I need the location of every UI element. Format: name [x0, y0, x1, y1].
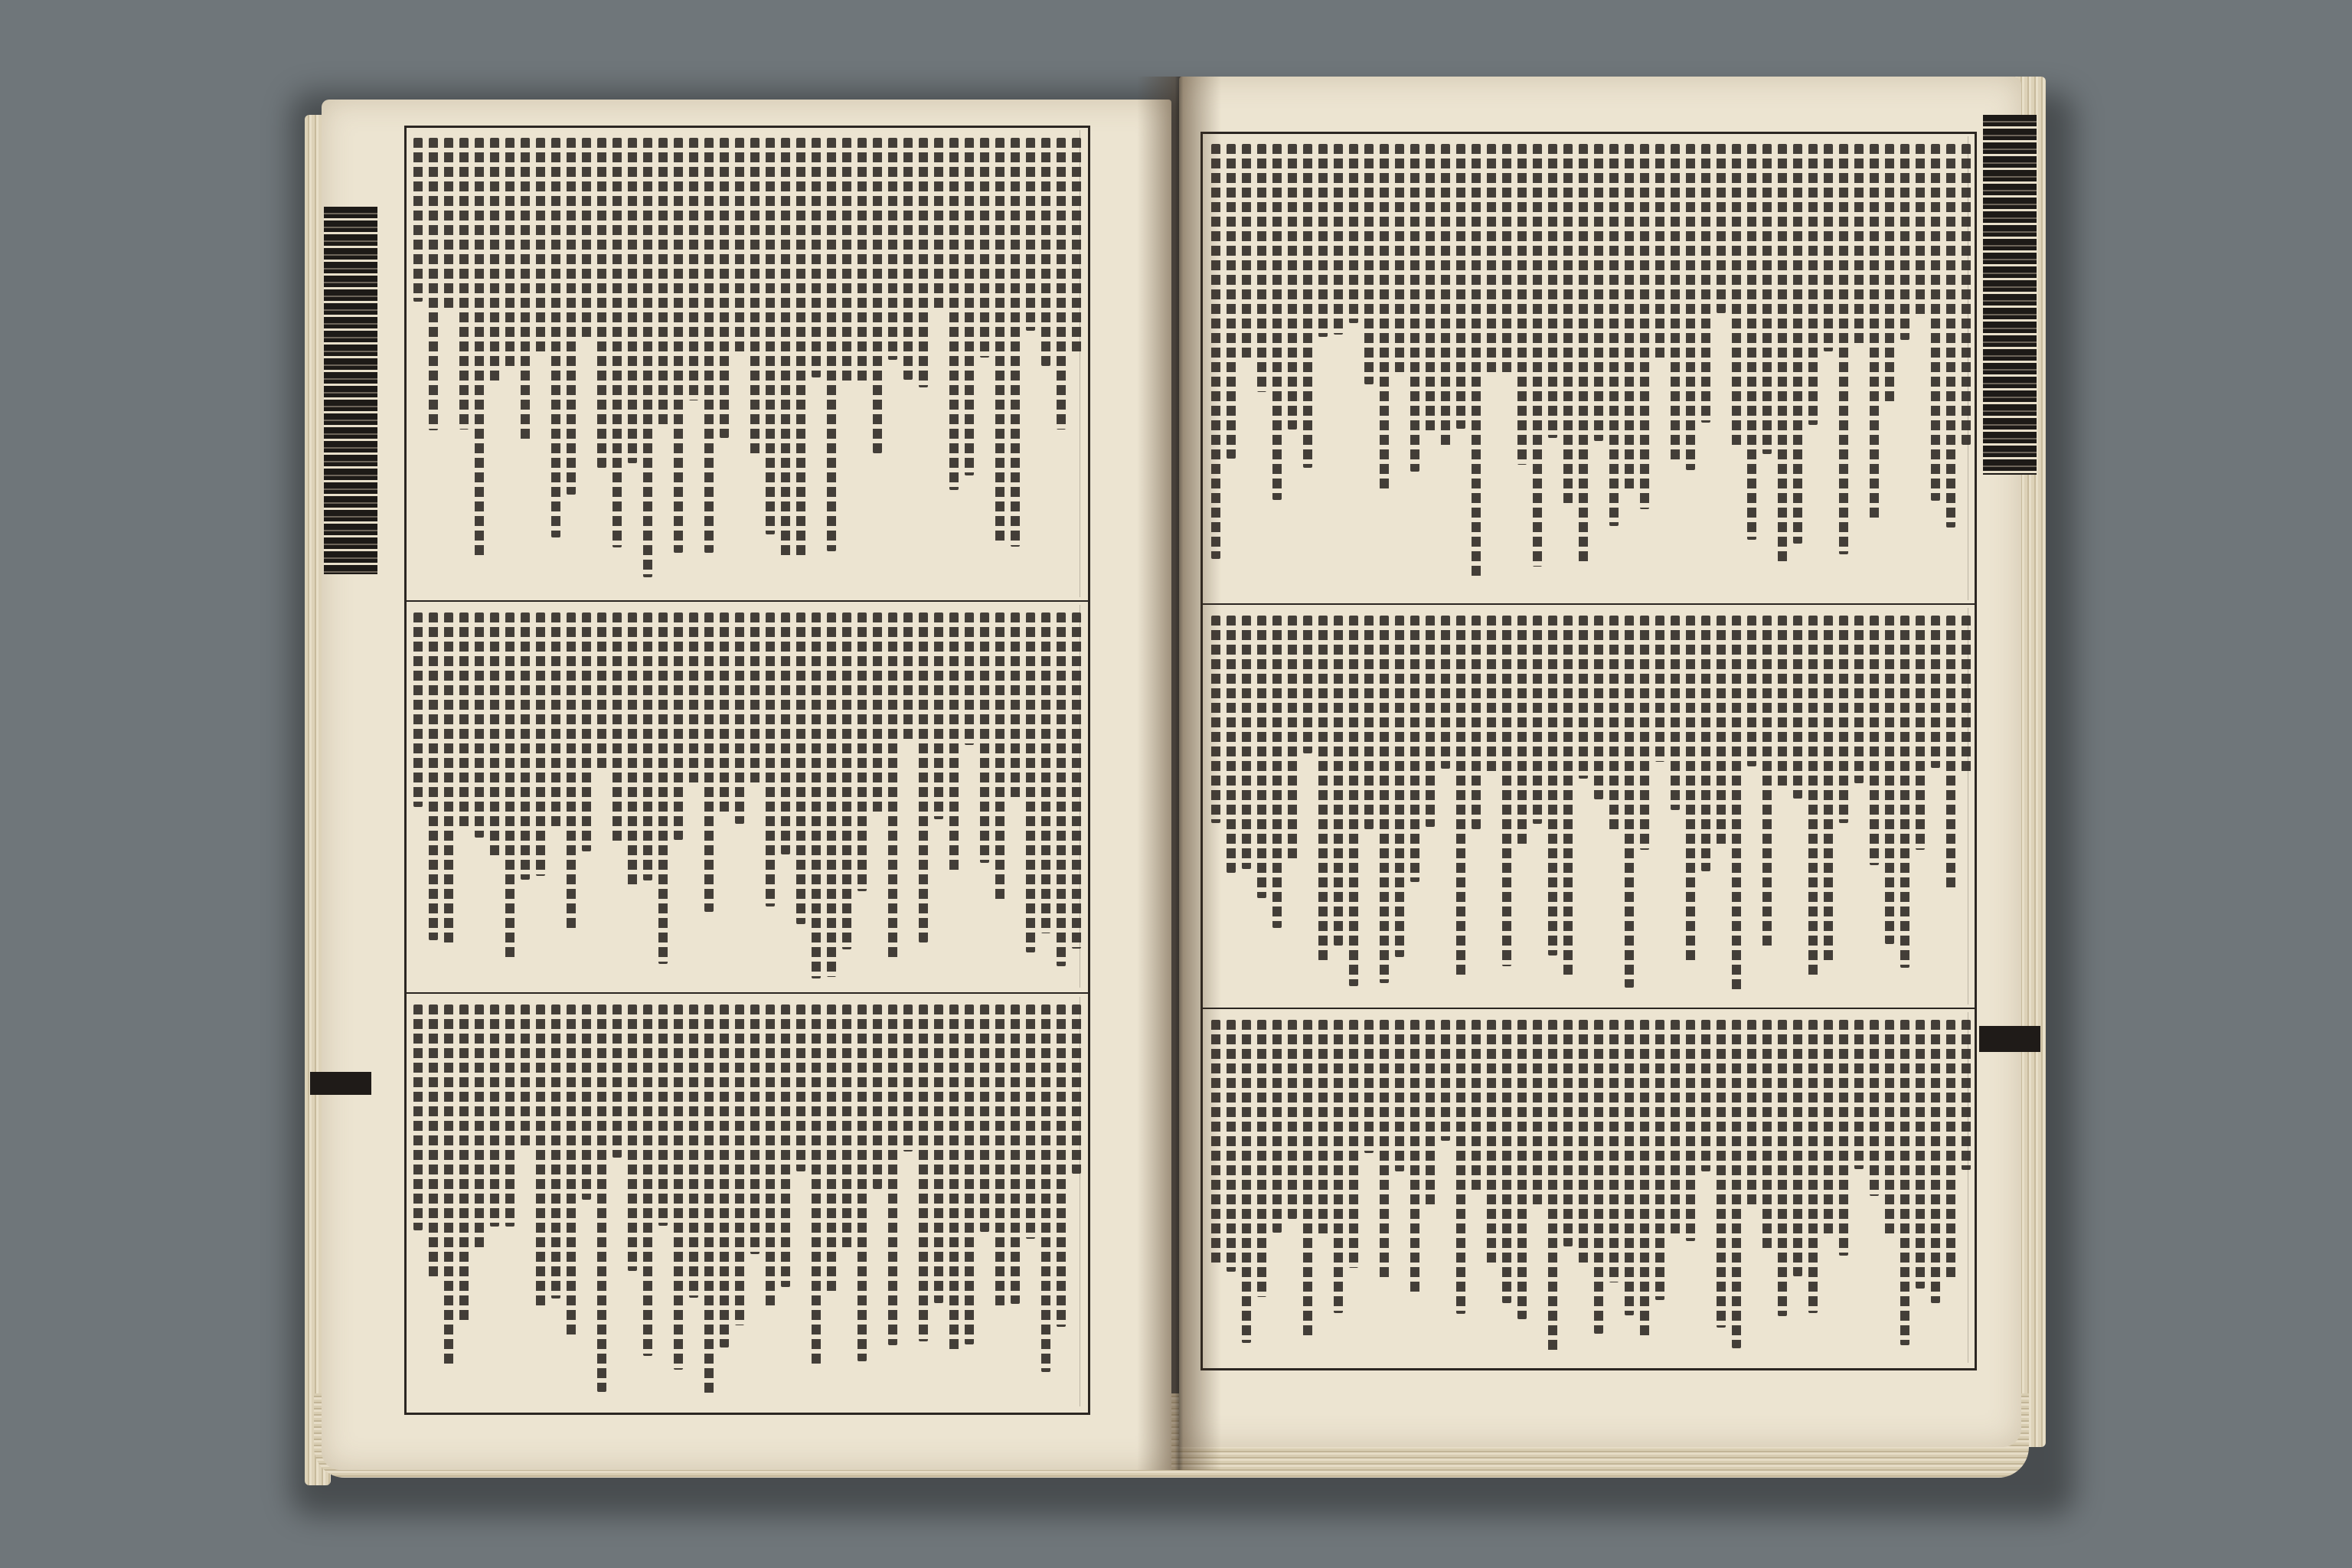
- text-column: [827, 138, 836, 551]
- text-column: [1885, 616, 1894, 944]
- text-column: [995, 612, 1004, 903]
- text-column: [1548, 144, 1557, 438]
- text-column: [980, 1004, 989, 1232]
- text-column: [1900, 1020, 1909, 1345]
- text-column: [505, 1004, 514, 1227]
- text-column: [1318, 144, 1328, 337]
- text-column: [1808, 144, 1818, 425]
- text-column: [1242, 1020, 1251, 1343]
- text-column: [1456, 616, 1465, 976]
- text-column: [1824, 1020, 1833, 1235]
- text-column: [475, 1004, 484, 1248]
- text-column: [1900, 144, 1909, 340]
- text-column: [1839, 1020, 1848, 1256]
- text-column: [1011, 1004, 1020, 1304]
- text-column: [1885, 1020, 1894, 1234]
- text-column: [1793, 616, 1802, 799]
- text-column: [1701, 144, 1710, 423]
- text-column: [1272, 1020, 1282, 1233]
- text-column: [1778, 616, 1787, 790]
- text-column: [689, 1004, 698, 1298]
- text-column: [1931, 1020, 1940, 1303]
- text-column: [1349, 144, 1358, 323]
- text-column: [1625, 616, 1634, 988]
- text-column: [1563, 144, 1573, 504]
- text-column: [1380, 144, 1389, 489]
- text-column: [1594, 1020, 1603, 1334]
- text-column: [1793, 1020, 1802, 1276]
- text-column: [1011, 138, 1020, 547]
- text-column: [1227, 144, 1236, 459]
- text-column: [536, 612, 545, 876]
- text-column: [1778, 1020, 1787, 1316]
- text-column: [1747, 616, 1756, 766]
- left-page: [322, 100, 1171, 1470]
- text-column: [1441, 144, 1450, 446]
- text-column: [1257, 616, 1266, 898]
- text-column: [1762, 1020, 1772, 1251]
- text-column: [1410, 1020, 1419, 1295]
- text-column: [1762, 616, 1772, 949]
- text-column: [750, 612, 760, 786]
- text-column: [980, 138, 989, 358]
- text-column: [521, 138, 530, 442]
- text-column: [1701, 616, 1710, 871]
- text-column: [888, 1004, 897, 1345]
- text-column: [567, 138, 576, 495]
- text-column: [521, 1004, 530, 1148]
- text-column: [1487, 144, 1496, 373]
- text-column: [1026, 612, 1035, 952]
- text-column: [842, 1004, 851, 1252]
- text-column: [1227, 1020, 1236, 1272]
- text-column: [413, 138, 423, 302]
- text-column: [1057, 612, 1066, 966]
- text-column: [1380, 616, 1389, 983]
- text-column: [1931, 144, 1940, 501]
- text-column: [796, 612, 805, 924]
- book-gutter: [1137, 77, 1221, 1470]
- text-column: [888, 612, 897, 961]
- text-column: [429, 138, 438, 430]
- text-column: [1931, 616, 1940, 768]
- text-column: [490, 1004, 499, 1227]
- text-column: [612, 612, 622, 844]
- text-column: [1395, 1020, 1404, 1171]
- text-column: [735, 612, 744, 824]
- text-column: [551, 1004, 560, 1298]
- text-column: [1472, 144, 1481, 579]
- text-column: [1946, 144, 1955, 528]
- text-column: [643, 1004, 652, 1356]
- text-column: [536, 138, 545, 354]
- text-column: [1441, 616, 1450, 769]
- text-column: [796, 1004, 805, 1171]
- text-column: [766, 612, 775, 906]
- text-column: [1318, 616, 1328, 961]
- text-column: [1962, 1020, 1971, 1170]
- text-column: [919, 1004, 928, 1341]
- text-column: [903, 1004, 913, 1152]
- text-column: [735, 138, 744, 354]
- text-column: [582, 138, 591, 340]
- text-column: [612, 138, 622, 547]
- text-column: [812, 612, 821, 978]
- text-column: [1640, 1020, 1649, 1339]
- text-column: [842, 612, 851, 949]
- left-fishtail-edge-marks: [324, 207, 377, 574]
- text-column: [1456, 1020, 1465, 1314]
- text-column: [1533, 1020, 1542, 1205]
- text-column: [1288, 1020, 1297, 1219]
- text-column: [1395, 616, 1404, 957]
- text-column: [842, 138, 851, 385]
- text-column: [1686, 616, 1695, 962]
- text-column: [628, 1004, 637, 1271]
- text-column: [1916, 1020, 1925, 1289]
- text-column: [949, 1004, 959, 1354]
- text-column: [720, 1004, 729, 1348]
- text-column: [873, 1004, 882, 1189]
- text-column: [1655, 1020, 1664, 1300]
- text-column: [1962, 144, 1971, 445]
- text-column: [1487, 1020, 1496, 1267]
- text-column: [1364, 616, 1374, 829]
- text-column: [1686, 1020, 1695, 1241]
- text-column: [1962, 616, 1971, 773]
- text-column: [1747, 144, 1756, 540]
- text-column: [1410, 144, 1419, 472]
- text-column: [873, 138, 882, 453]
- text-column: [536, 1004, 545, 1306]
- text-column: [413, 612, 423, 807]
- text-column: [919, 612, 928, 942]
- text-column: [1916, 144, 1925, 317]
- text-column: [1808, 1020, 1818, 1313]
- text-column: [459, 1004, 469, 1325]
- text-column: [444, 1004, 453, 1367]
- text-column: [1839, 144, 1848, 554]
- text-column: [1426, 144, 1435, 433]
- text-column: [1579, 616, 1588, 779]
- text-column: [444, 612, 453, 943]
- text-column: [1026, 138, 1035, 331]
- text-column: [1303, 144, 1312, 468]
- text-column: [827, 1004, 836, 1292]
- right-page-number-mark: [1979, 1026, 2040, 1052]
- text-column: [1870, 1020, 1879, 1196]
- text-column: [1533, 616, 1542, 824]
- text-column: [1257, 1020, 1266, 1297]
- left-section-rule-1: [404, 600, 1088, 602]
- text-column: [1272, 616, 1282, 928]
- text-column: [1732, 1020, 1741, 1348]
- text-column: [781, 612, 790, 854]
- right-page: [1179, 77, 2021, 1447]
- text-column: [873, 612, 882, 814]
- text-column: [1349, 1020, 1358, 1268]
- text-column: [689, 612, 698, 786]
- left-section-rule-2: [404, 992, 1088, 994]
- text-column: [1272, 144, 1282, 500]
- text-column: [1640, 616, 1649, 850]
- text-column: [858, 138, 867, 384]
- text-column: [858, 612, 867, 891]
- text-column: [1824, 616, 1833, 962]
- text-column: [704, 138, 714, 553]
- text-column: [1011, 612, 1020, 799]
- text-column: [1609, 616, 1619, 831]
- text-column: [812, 1004, 821, 1364]
- text-column: [597, 612, 606, 769]
- text-column: [521, 612, 530, 880]
- text-column: [1257, 144, 1266, 392]
- text-column: [658, 1004, 668, 1226]
- text-column: [766, 138, 775, 534]
- text-column: [1854, 144, 1864, 346]
- text-column: [1548, 616, 1557, 956]
- text-column: [781, 1004, 790, 1287]
- left-page-number-mark: [310, 1072, 371, 1095]
- text-column: [505, 612, 514, 962]
- text-column: [1502, 616, 1511, 966]
- text-column: [1517, 144, 1527, 465]
- text-column: [1472, 1020, 1481, 1191]
- text-column: [1472, 616, 1481, 829]
- text-column: [1579, 144, 1588, 565]
- text-column: [1885, 144, 1894, 402]
- text-column: [1732, 144, 1741, 448]
- text-column: [1778, 144, 1787, 562]
- text-column: [1456, 144, 1465, 429]
- text-column: [1288, 144, 1297, 430]
- text-column: [1563, 1020, 1573, 1246]
- text-column: [643, 612, 652, 880]
- text-column: [1625, 144, 1634, 490]
- text-column: [1594, 144, 1603, 441]
- text-column: [949, 138, 959, 490]
- text-column: [1395, 144, 1404, 373]
- text-column: [812, 138, 821, 377]
- text-column: [1364, 144, 1374, 384]
- text-column: [1717, 144, 1726, 313]
- text-column: [965, 612, 974, 745]
- text-column: [827, 612, 836, 977]
- text-column: [1824, 144, 1833, 351]
- text-column: [475, 138, 484, 559]
- text-column: [1747, 1020, 1756, 1207]
- text-column: [505, 138, 514, 370]
- text-column: [704, 1004, 714, 1393]
- text-column: [796, 138, 805, 556]
- text-column: [1870, 616, 1879, 865]
- text-column: [582, 1004, 591, 1200]
- text-column: [903, 138, 913, 380]
- text-column: [704, 612, 714, 912]
- text-column: [949, 612, 959, 874]
- text-column: [551, 612, 560, 828]
- text-column: [1671, 1020, 1680, 1234]
- text-column: [1041, 612, 1050, 933]
- text-column: [567, 1004, 576, 1338]
- text-column: [1533, 144, 1542, 567]
- text-column: [597, 1004, 606, 1392]
- text-column: [1318, 1020, 1328, 1236]
- text-column: [934, 612, 943, 819]
- text-column: [1041, 1004, 1050, 1372]
- text-column: [781, 138, 790, 559]
- text-column: [1517, 616, 1527, 844]
- text-column: [1671, 616, 1680, 810]
- text-column: [1701, 1020, 1710, 1171]
- text-column: [1686, 144, 1695, 470]
- text-column: [720, 138, 729, 438]
- text-column: [1517, 1020, 1527, 1319]
- text-column: [1640, 144, 1649, 509]
- text-column: [1487, 616, 1496, 773]
- text-column: [1288, 616, 1297, 860]
- text-column: [658, 138, 668, 428]
- text-column: [1502, 1020, 1511, 1303]
- text-column: [965, 138, 974, 475]
- text-column: [919, 138, 928, 387]
- text-column: [567, 612, 576, 929]
- text-column: [1609, 144, 1619, 526]
- text-column: [1334, 1020, 1343, 1313]
- text-column: [750, 1004, 760, 1254]
- text-column: [720, 612, 729, 814]
- text-column: [980, 612, 989, 863]
- text-column: [1854, 616, 1864, 783]
- text-column: [934, 1004, 943, 1303]
- text-column: [1900, 616, 1909, 968]
- text-column: [750, 138, 760, 457]
- text-column: [1334, 616, 1343, 946]
- text-column: [888, 138, 897, 360]
- text-column: [1717, 616, 1726, 845]
- text-column: [1026, 1004, 1035, 1239]
- text-column: [1349, 616, 1358, 986]
- text-column: [582, 612, 591, 851]
- text-column: [597, 138, 606, 468]
- text-column: [658, 612, 668, 964]
- text-column: [1609, 1020, 1619, 1282]
- text-column: [1854, 1020, 1864, 1169]
- text-column: [766, 1004, 775, 1310]
- text-column: [1946, 1020, 1955, 1279]
- text-column: [1303, 1020, 1312, 1340]
- text-column: [490, 138, 499, 385]
- text-column: [1563, 616, 1573, 975]
- right-section-rule-2: [1200, 1008, 1975, 1009]
- text-column: [612, 1004, 622, 1158]
- right-section-rule-1: [1200, 603, 1975, 605]
- text-column: [1870, 144, 1879, 521]
- text-column: [444, 138, 453, 309]
- text-column: [459, 612, 469, 828]
- text-column: [1364, 1020, 1374, 1153]
- text-column: [674, 138, 683, 553]
- text-column: [1242, 144, 1251, 362]
- text-column: [643, 138, 652, 577]
- text-column: [1594, 616, 1603, 799]
- text-column: [490, 612, 499, 860]
- text-column: [995, 138, 1004, 543]
- text-column: [1426, 616, 1435, 827]
- text-column: [1441, 1020, 1450, 1141]
- right-fishtail-edge-marks: [1983, 115, 2037, 475]
- text-column: [1227, 616, 1236, 873]
- text-column: [674, 612, 683, 840]
- text-column: [1502, 144, 1511, 377]
- text-column: [965, 1004, 974, 1344]
- text-column: [1732, 616, 1741, 990]
- text-column: [674, 1004, 683, 1370]
- text-column: [551, 138, 560, 537]
- text-column: [1808, 616, 1818, 977]
- text-column: [1793, 144, 1802, 544]
- text-column: [1655, 144, 1664, 361]
- text-column: [1334, 144, 1343, 335]
- text-column: [934, 138, 943, 310]
- text-column: [1303, 616, 1312, 753]
- text-column: [1762, 144, 1772, 454]
- text-column: [1426, 1020, 1435, 1208]
- text-column: [1655, 616, 1664, 762]
- text-column: [858, 1004, 867, 1361]
- text-column: [1839, 616, 1848, 823]
- text-column: [1671, 144, 1680, 462]
- text-column: [1057, 138, 1066, 430]
- text-column: [628, 612, 637, 886]
- text-column: [1041, 138, 1050, 366]
- text-column: [429, 612, 438, 940]
- text-column: [1946, 616, 1955, 890]
- text-column: [413, 1004, 423, 1230]
- text-column: [429, 1004, 438, 1277]
- text-column: [1579, 1020, 1588, 1263]
- text-column: [995, 1004, 1004, 1306]
- text-column: [1057, 1004, 1066, 1327]
- text-column: [459, 138, 469, 430]
- text-column: [628, 138, 637, 463]
- text-column: [1410, 616, 1419, 882]
- text-column: [903, 612, 913, 743]
- text-column: [1916, 616, 1925, 850]
- text-column: [475, 612, 484, 838]
- text-column: [1380, 1020, 1389, 1279]
- text-column: [1717, 1020, 1726, 1328]
- text-column: [689, 138, 698, 400]
- text-column: [1625, 1020, 1634, 1315]
- text-column: [1548, 1020, 1557, 1352]
- text-column: [735, 1004, 744, 1325]
- text-column: [1242, 616, 1251, 869]
